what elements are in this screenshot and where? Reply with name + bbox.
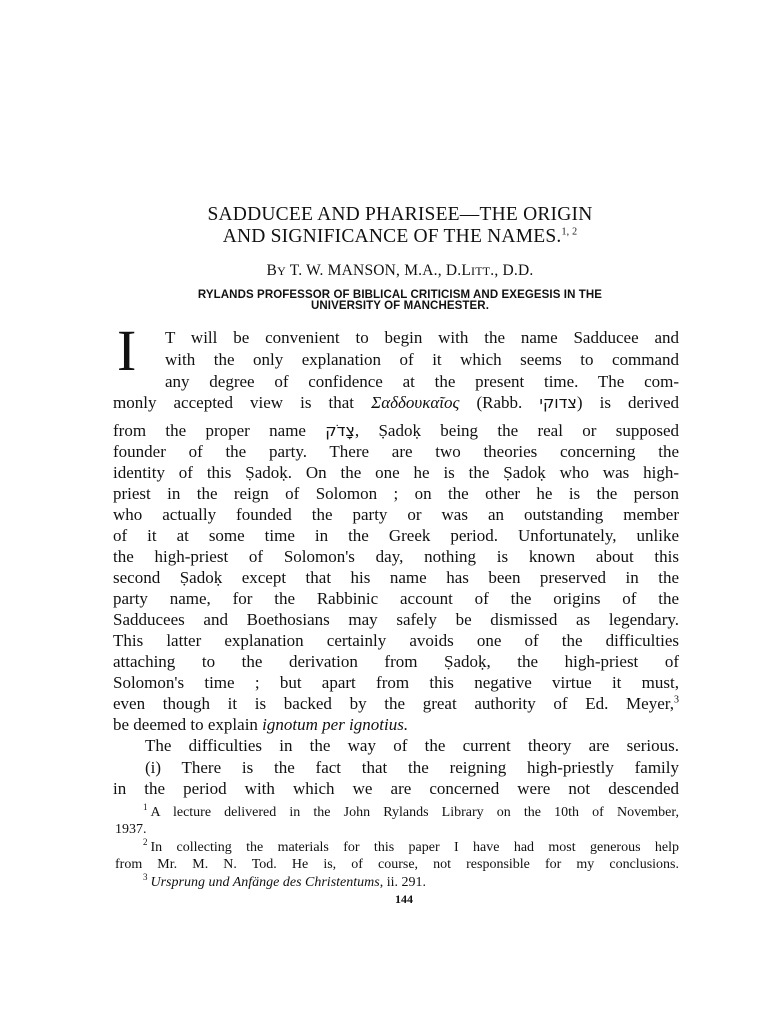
footnote-1 <box>143 802 679 821</box>
footnote-mark: 1 <box>143 802 148 813</box>
author-degree: ., D.D. <box>490 262 534 279</box>
body-line <box>113 715 679 735</box>
hebrew-word: צדוקי <box>539 393 577 412</box>
article-title <box>150 204 650 248</box>
byline-by-initial: B <box>266 262 278 279</box>
affiliation-line-2: UNIVERSITY OF MANCHESTER. <box>311 300 489 312</box>
body-line: T will be convenient to begin with the name Sadducee and <box>165 328 679 347</box>
body-text: monly accepted view is that <box>113 393 372 412</box>
footnote-2 <box>143 837 679 856</box>
body-line: who actually founded the party or was an outstanding member <box>113 505 679 524</box>
footnote-1-cont: 1937. <box>115 822 147 837</box>
body-line: This latter explanation certainly avoids one of the difficulties <box>113 631 679 650</box>
body-line: of it at some time in the Greek period. Unfortunately, unlike <box>113 526 679 545</box>
footnote-ref: 3 <box>674 694 679 706</box>
author-litt-rest: ITT <box>471 264 491 278</box>
title-footnote-marks: 1, 2 <box>561 226 578 238</box>
affiliation-line-1: RYLANDS PROFESSOR OF BIBLICAL CRITICISM AND EXEGESIS IN THE <box>197 289 603 301</box>
body-line: second Ṣadoḳ except that his name has been preserved in the <box>113 568 679 587</box>
body-text: even though it is backed by the great authority of Ed. Meyer, <box>113 694 674 713</box>
author-name: T. W. MANSON, M.A., D.L <box>289 262 472 279</box>
body-line <box>113 421 679 441</box>
footnote-text: A lecture delivered in the John Rylands Library on the 10th of November, <box>150 805 679 820</box>
footnote-mark: 3 <box>143 872 148 883</box>
body-text: (Rabb. <box>459 393 540 412</box>
body-line: party name, for the Rabbinic account of the origins of the <box>113 589 679 608</box>
footnote-3 <box>143 872 679 891</box>
body-text: be deemed to explain <box>113 715 263 734</box>
footnote-mark: 2 <box>143 837 148 848</box>
body-line: priest in the reign of Solomon ; on the other he is the person <box>113 484 679 503</box>
body-text: ) is derived <box>576 393 679 412</box>
drop-cap: I <box>117 318 137 383</box>
title-line-2 <box>150 226 650 248</box>
body-line: with the only explanation of it which seems to command <box>165 350 679 369</box>
body-line: Solomon's time ; but apart from this negative virtue it must, <box>113 673 679 692</box>
body-line: any degree of confidence at the present time. The com- <box>165 372 679 391</box>
body-line: (i) There is the fact that the reigning high-priestly family <box>145 758 679 777</box>
title-line-1: SADDUCEE AND PHARISEE—THE ORIGIN <box>207 204 593 225</box>
body-text: from the proper name <box>113 421 326 440</box>
body-line: attaching to the derivation from Ṣadoḳ, the high-priest of <box>113 652 679 671</box>
body-line: identity of this Ṣadoḳ. On the one he is the Ṣadoḳ who was high- <box>113 463 679 482</box>
body-line: in the period with which we are concerned were not descended <box>113 779 679 798</box>
footnote-book-title: Ursprung und Anfänge des Christentums <box>150 875 380 890</box>
body-line: founder of the party. There are two theories concerning the <box>113 442 679 461</box>
footnote-text: , ii. 291. <box>379 875 426 890</box>
body-line <box>113 694 679 714</box>
page-number: 144 <box>395 892 413 906</box>
title-line-2-text: AND SIGNIFICANCE OF THE NAMES. <box>222 226 562 247</box>
greek-word: Σαδδουκαῖος <box>371 393 460 412</box>
body-line: the high-priest of Solomon's day, nothing is known about this <box>113 547 679 566</box>
body-line: The difficulties in the way of the current theory are serious. <box>145 736 679 755</box>
byline-by-rest: Y <box>277 264 286 278</box>
latin-phrase: ignotum per ignotius. <box>262 715 409 734</box>
author-affiliation <box>100 290 700 312</box>
footnote-text: In collecting the materials for this paper I have had most generous help <box>150 840 679 855</box>
author-byline <box>150 262 650 280</box>
hebrew-word: צָדֹק <box>325 421 355 440</box>
footnote-2-cont: from Mr. M. N. Tod. He is, of course, not responsible for my conclusions. <box>115 857 679 872</box>
body-line: Sadducees and Boethosians may safely be dismissed as legendary. <box>113 610 679 629</box>
body-line <box>113 393 679 413</box>
body-text: , Ṣadoḳ being the real or supposed <box>354 421 680 440</box>
